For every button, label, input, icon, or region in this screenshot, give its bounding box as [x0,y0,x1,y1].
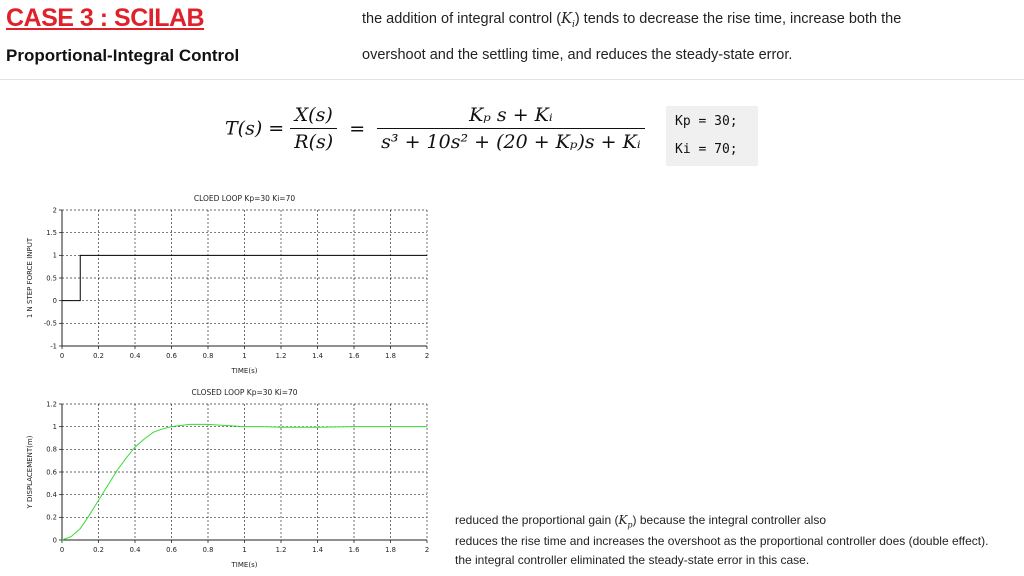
chart1-x-tick-label-3: 0.6 [166,352,177,360]
bottom-note-line-1: reduced the proportional gain $(K_p)$ because the integral controller also [455,513,826,530]
chart2-y-tick-label-0: 0 [52,536,57,545]
formula-frac1-denominator: R(s) [294,131,334,153]
chart2-y-label: Y DISPLACEMENT(m) [26,435,34,509]
chart1-y-tick-label-0: -1 [50,342,57,351]
chart2-x-tick-label-7: 1.4 [312,546,323,554]
formula-fraction-1 [290,104,337,153]
bottom-note-line-2: reduces the rise time and increases the overshoot as the proportional controller does (double effect). [455,534,989,548]
section-subtitle: Proportional-Integral Control [6,46,240,65]
chart1-y-tick-label-5: 1.5 [46,228,57,237]
top-note-line-2: overshoot and the settling time, and reduces the steady-state error. [362,47,793,63]
formula-fraction-2 [377,104,644,153]
chart2-y-tick-label-1: 0.2 [46,513,57,522]
chart2-x-tick-label-3: 0.6 [166,546,177,554]
chart2-x-tick-label-4: 0.8 [202,546,214,554]
top-note-line-1-pre: the addition of integral control ( [362,11,562,27]
transfer-function-formula [225,104,645,153]
chart1-title: CLOED LOOP Kp=30 Ki=70 [193,194,296,203]
chart2-y-tick-label-4: 0.8 [46,445,57,454]
formula-frac1-numerator: X(s) [290,104,337,129]
chart2-title: CLOSED LOOP Kp=30 Ki=70 [191,388,298,397]
top-note-math-ki: $K_i$ [561,11,575,30]
chart1-x-tick-label-2: 0.4 [129,352,141,360]
chart1-y-tick-label-4: 1 [52,251,57,260]
chart1-x-tick-label-0: 0 [59,352,65,360]
case-title: CASE 3 : SCILAB [6,4,205,32]
chart2-y-tick-label-5: 1 [52,422,57,431]
chart2-y-tick-label-2: 0.4 [46,490,57,499]
chart2-x-tick-label-9: 1.8 [385,546,396,554]
chart1-x-tick-label-5: 1 [242,352,247,360]
chart1-y-tick-label-1: -0.5 [43,319,57,328]
code-line-ki: Ki = 70; [675,142,738,157]
chart2-y-tick-label-3: 0.6 [46,468,57,477]
chart1-y-tick-label-6: 2 [52,206,57,215]
chart2-x-tick-label-2: 0.4 [129,546,141,554]
chart1-x-tick-label-10: 2 [424,352,430,360]
chart1-y-tick-label-2: 0 [52,296,57,305]
header-divider [0,79,1024,80]
chart1-x-tick-label-1: 0.2 [93,352,104,360]
chart1-x-tick-label-6: 1.2 [275,352,287,360]
chart1-x-tick-label-4: 0.8 [202,352,214,360]
chart1-x-tick-label-8: 1.6 [348,352,360,360]
chart2-x-tick-label-6: 1.2 [275,546,287,554]
top-note-line-1-post: ) tends to decrease the rise time, increase both the [574,11,902,27]
formula-frac2-numerator: Kₚ s + Kᵢ [377,104,644,129]
chart2-x-tick-label-8: 1.6 [348,546,360,554]
step-input-plot [0,190,440,382]
chart2-x-tick-label-1: 0.2 [93,546,104,554]
code-box [666,106,758,166]
bottom-note-line-3: the integral controller eliminated the steady-state error in this case. [455,553,810,567]
chart2-x-tick-label-10: 2 [424,546,430,554]
code-line-kp: Kp = 30; [675,114,738,129]
chart2-y-tick-label-6: 1.2 [46,400,57,409]
formula-lhs: T(s) = [225,117,285,140]
bottom-note-math-kp: $K_p$ [618,513,633,530]
formula-frac2-denominator: s³ + 10s² + (20 + Kₚ)s + Kᵢ [381,131,641,153]
chart2-x-tick-label-0: 0 [59,546,65,554]
chart1-x-label: TIME(s) [231,367,258,375]
step-response-plot [0,384,440,576]
chart1-x-tick-label-7: 1.4 [312,352,323,360]
formula-equals: = [349,117,366,140]
chart2-x-tick-label-5: 1 [242,546,247,554]
chart2-x-label: TIME(s) [231,561,258,569]
top-note-line-1 [362,12,901,30]
chart1-y-label: 1 N STEP FORCE INPUT [26,237,34,319]
chart1-y-tick-label-3: 0.5 [46,274,57,283]
chart1-x-tick-label-9: 1.8 [385,352,396,360]
